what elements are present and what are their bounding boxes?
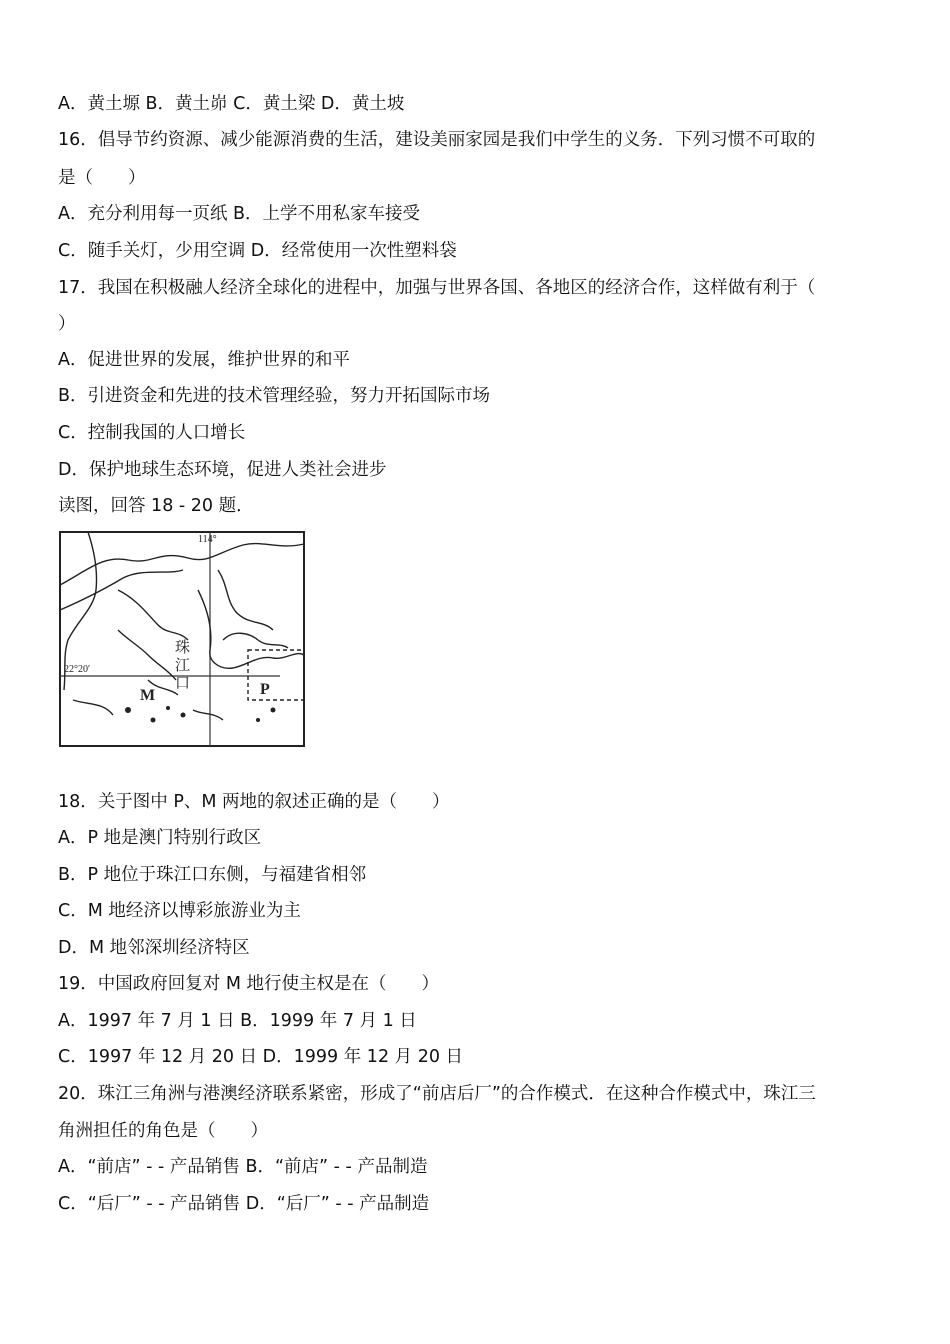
- label-p: P: [260, 681, 270, 698]
- q16-stem-1: 16．倡导节约资源、减少能源消费的生活，建设美丽家园是我们中学生的义务．下列习惯不可取的: [58, 130, 816, 150]
- label-kou: 口: [175, 674, 191, 692]
- q15-options: A．黄土塬 B．黄土峁 C．黄土梁 D．黄土坡: [58, 94, 405, 114]
- island: [125, 707, 131, 713]
- q19-stem: 19．中国政府回复对 M 地行使主权是在（ ）: [58, 974, 439, 994]
- q18-option-b: B．P 地位于珠江口东侧，与福建省相邻: [58, 865, 367, 885]
- label-m: M: [140, 687, 156, 704]
- q20-options-cd: C．“后厂” - - 产品销售 D．“后厂” - - 产品制造: [58, 1194, 430, 1214]
- q18-option-c: C．M 地经济以博彩旅游业为主: [58, 901, 301, 921]
- read-map-instruction: 读图，回答 18 - 20 题．: [58, 496, 254, 516]
- island: [181, 713, 186, 718]
- q18-option-d: D．M 地邻深圳经济特区: [58, 938, 250, 958]
- q19-options-cd: C．1997 年 12 月 20 日 D．1999 年 12 月 20 日: [58, 1047, 464, 1067]
- label-zhu: 珠: [175, 638, 191, 656]
- q17-option-c: C．控制我国的人口增长: [58, 423, 246, 443]
- q20-options-ab: A．“前店” - - 产品销售 B．“前店” - - 产品制造: [58, 1157, 428, 1177]
- q20-stem-2: 角洲担任的角色是（ ）: [58, 1121, 268, 1141]
- q17-option-a: A．促进世界的发展，维护世界的和平: [58, 350, 350, 370]
- island: [271, 708, 276, 713]
- island: [256, 718, 260, 722]
- q17-stem-2: ）: [58, 314, 76, 334]
- label-jiang: 江: [175, 656, 191, 674]
- q17-option-d: D．保护地球生态环境，促进人类社会进步: [58, 460, 387, 480]
- island: [166, 706, 170, 710]
- latitude-label: 22°20′: [64, 664, 91, 675]
- pearl-river-estuary-map: [58, 530, 306, 748]
- q16-options-ab: A．充分利用每一页纸 B．上学不用私家车接受: [58, 204, 421, 224]
- q18-stem: 18．关于图中 P、M 两地的叙述正确的是（ ）: [58, 792, 450, 812]
- longitude-label: 114°: [198, 534, 217, 545]
- island: [151, 718, 156, 723]
- q18-option-a: A．P 地是澳门特别行政区: [58, 828, 262, 848]
- q17-option-b: B．引进资金和先进的技术管理经验，努力开拓国际市场: [58, 386, 491, 406]
- q16-stem-2: 是（ ）: [58, 168, 146, 188]
- q17-stem-1: 17．我国在积极融人经济全球化的进程中，加强与世界各国、各地区的经济合作，这样做有利于（: [58, 278, 816, 298]
- q20-stem-1: 20．珠江三角洲与港澳经济联系紧密，形成了“前店后厂”的合作模式．在这种合作模式中，珠江三: [58, 1084, 816, 1104]
- q16-options-cd: C．随手关灯，少用空调 D．经常使用一次性塑料袋: [58, 241, 457, 261]
- q19-options-ab: A．1997 年 7 月 1 日 B．1999 年 7 月 1 日: [58, 1011, 417, 1031]
